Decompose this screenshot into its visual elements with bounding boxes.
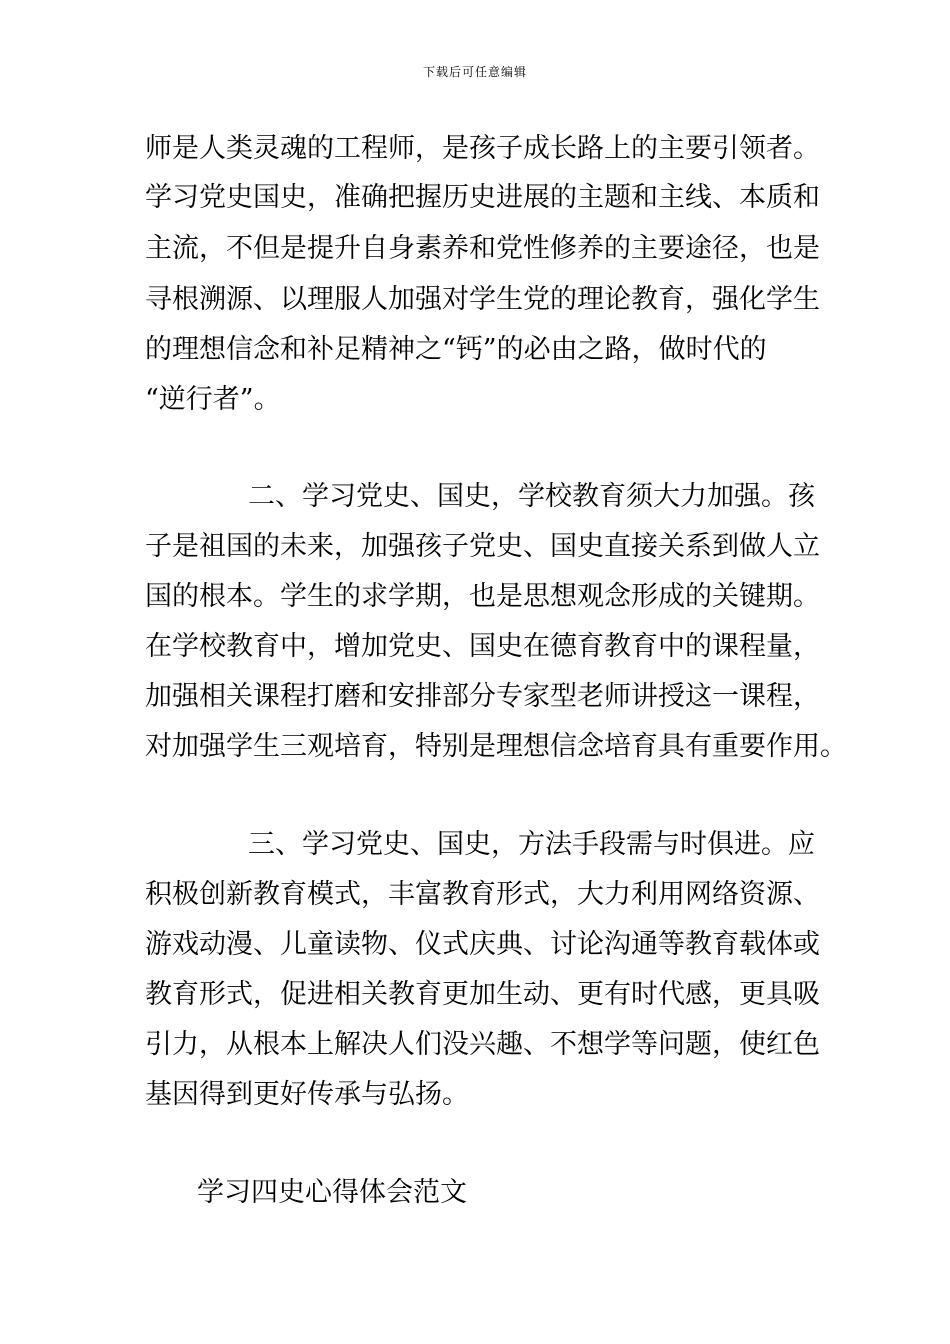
paragraph-line: 教育形式，促进相关教育更加生动、更有时代感，更具吸 (145, 979, 820, 1010)
paragraph-line: 游戏动漫、儿童读物、仪式庆典、讨论沟通等教育载体或 (145, 929, 820, 960)
paragraph-line: 对加强学生三观培育，特别是理想信念培育具有重要作用。 (145, 731, 847, 762)
paragraph-line: 师是人类灵魂的工程师，是孩子成长路上的主要引领者。 (145, 133, 820, 164)
paragraph-line: 三、学习党史、国史，方法手段需与时俱进。应 (248, 829, 815, 860)
paragraph-line: 加强相关课程打磨和安排部分专家型老师讲授这一课程， (145, 681, 820, 712)
paragraph-line: 二、学习党史、国史，学校教育须大力加强。孩 (248, 481, 815, 512)
paragraph-line: 寻根溯源、以理服人加强对学生党的理论教育，强化学生 (145, 284, 820, 315)
page-header: 下载后可任意编辑 (422, 65, 527, 79)
paragraph-line: 基因得到更好传承与弘扬。 (145, 1079, 469, 1110)
paragraph-line: 积极创新教育模式，丰富教育形式，大力利用网络资源、 (145, 879, 820, 910)
paragraph-line: 在学校教育中，增加党史、国史在德育教育中的课程量， (145, 631, 820, 662)
paragraph-line: 的理想信念和补足精神之“钙”的必由之路，做时代的 (145, 334, 767, 365)
section-heading: 学习四史心得体会范文 (197, 1177, 467, 1208)
paragraph-line: “逆行者”。 (145, 384, 281, 415)
paragraph-line: 国的根本。学生的求学期，也是思想观念形成的关键期。 (145, 581, 820, 612)
paragraph-line: 引力，从根本上解决人们没兴趣、不想学等问题，使红色 (145, 1029, 820, 1060)
paragraph-line: 子是祖国的未来，加强孩子党史、国史直接关系到做人立 (145, 531, 820, 562)
paragraph-line: 主流，不但是提升自身素养和党性修养的主要途径，也是 (145, 233, 820, 264)
paragraph-line: 学习党史国史，准确把握历史进展的主题和主线、本质和 (145, 182, 820, 213)
